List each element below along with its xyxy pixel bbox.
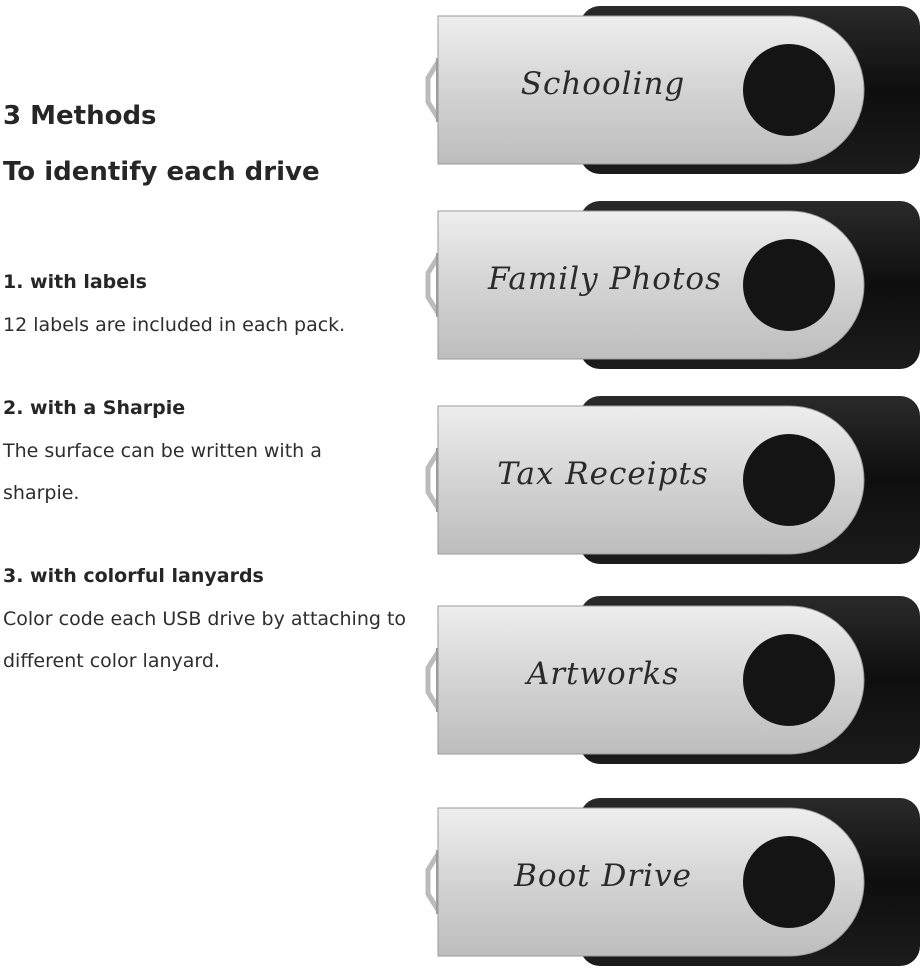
usb-drive [410, 2, 924, 178]
method-1-title: 1. with labels [3, 271, 147, 293]
method-2-description: The surface can be written with a sharpie. [3, 440, 322, 504]
method-1-description: 12 labels are included in each pack. [3, 314, 346, 336]
method-3-description: Color code each USB drive by attaching to different color lanyard. [3, 608, 407, 672]
drive-label: Schooling [520, 66, 686, 102]
method-2-title: 2. with a Sharpie [3, 397, 186, 419]
usb-drive [410, 794, 924, 970]
usb-drive [410, 197, 924, 373]
usb-drive [410, 392, 924, 568]
usb-drive [410, 592, 924, 768]
drive-label: Boot Drive [514, 858, 692, 894]
drive-label: Family Photos [488, 261, 722, 297]
drive-label: Tax Receipts [497, 456, 709, 492]
heading-line-1: 3 Methods [3, 101, 157, 131]
heading-line-2: To identify each drive [3, 157, 320, 187]
drive-label: Artworks [526, 656, 680, 692]
method-3-title: 3. with colorful lanyards [3, 565, 264, 587]
